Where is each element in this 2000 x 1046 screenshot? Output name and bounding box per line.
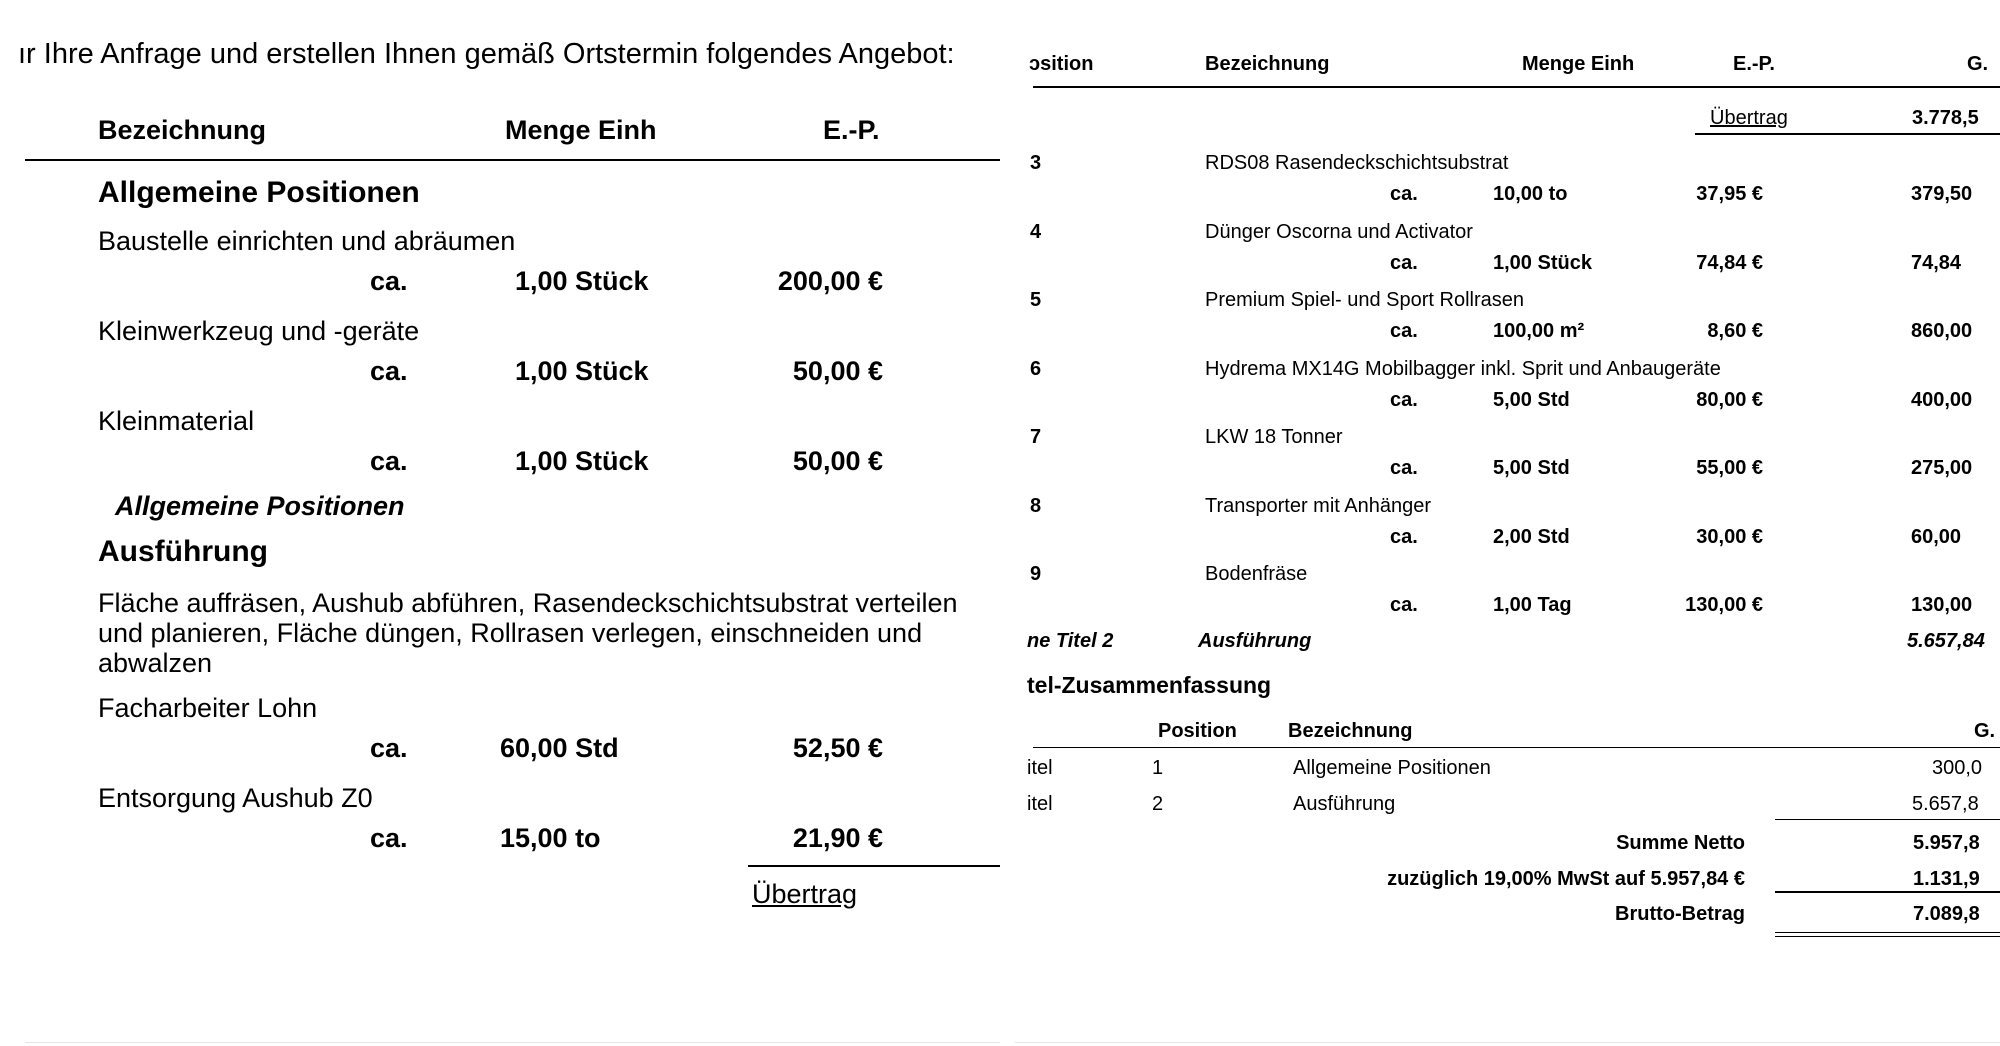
section-title-ausfuehrung: Ausführung: [98, 535, 268, 568]
position-gp: 400,00: [1911, 389, 1973, 411]
item-price: 200,00 €: [777, 266, 883, 296]
summary-row-titel: itel: [1027, 757, 1053, 779]
item-ca: ca.: [370, 733, 408, 763]
summary-row-titel: itel: [1027, 793, 1053, 815]
position-number: 4: [1030, 221, 1042, 243]
item-name: Entsorgung Aushub Z0: [98, 783, 373, 813]
position-gp: 74,84: [1911, 252, 1962, 274]
position-name: RDS08 Rasendeckschichtsubstrat: [1205, 152, 1509, 174]
position-qty: 2,00 Std: [1493, 526, 1570, 548]
position-qty: 1,00 Stück: [1493, 252, 1592, 274]
item-price: 50,00 €: [792, 356, 883, 386]
position-ep: 130,00 €: [1685, 594, 1763, 616]
section-subtotal-allgemeine: Allgemeine Positionen: [115, 491, 405, 521]
item-name: Kleinwerkzeug und -geräte: [98, 316, 420, 346]
uebertrag-label: Übertrag: [752, 879, 858, 909]
section-description-line: und planieren, Fläche düngen, Rollrasen verlegen, einschneiden und: [98, 618, 923, 648]
item-price: 50,00 €: [792, 446, 883, 476]
header-menge-einh: Menge Einh: [505, 115, 657, 145]
title-total-label: ne Titel 2: [1027, 630, 1114, 652]
uebertrag-rule: [748, 865, 1000, 867]
header-rule: [1033, 86, 2000, 88]
summary-row-pos: 1: [1152, 757, 1164, 779]
summary-row-name: Allgemeine Positionen: [1293, 757, 1491, 779]
position-ca: ca.: [1390, 594, 1418, 616]
summe-netto-value: 5.957,8: [1913, 832, 1980, 854]
position-name: LKW 18 Tonner: [1205, 426, 1343, 448]
position-number: 8: [1030, 495, 1042, 517]
summary-title: tel-Zusammenfassung: [1027, 672, 1272, 698]
position-qty: 5,00 Std: [1493, 457, 1570, 479]
position-ep: 80,00 €: [1696, 389, 1763, 411]
brutto-double-rule-top: [1775, 932, 2000, 933]
header-rule: [25, 159, 1000, 161]
position-ca: ca.: [1390, 389, 1418, 411]
position-name: Dünger Oscorna und Activator: [1205, 221, 1473, 243]
summary-header-position: Position: [1158, 720, 1237, 742]
summary-row-value: 300,0: [1932, 757, 1983, 779]
position-gp: 275,00: [1911, 457, 1973, 479]
brutto-value: 7.089,8: [1913, 903, 1980, 925]
summary-header-gp: G.: [1974, 720, 1996, 742]
item-qty: 15,00 to: [500, 823, 601, 853]
position-ep: 37,95 €: [1696, 183, 1763, 205]
position-number: 6: [1030, 358, 1042, 380]
position-ca: ca.: [1390, 252, 1418, 274]
header-bezeichnung: Bezeichnung: [1205, 53, 1330, 75]
position-number: 5: [1030, 289, 1042, 311]
summary-subtotal-rule: [1775, 819, 2000, 820]
section-title-allgemeine: Allgemeine Positionen: [98, 176, 420, 209]
position-ca: ca.: [1390, 457, 1418, 479]
item-price: 52,50 €: [792, 733, 883, 763]
uebertrag-value: 3.778,5: [1912, 107, 1979, 129]
section-description-line: Fläche auffräsen, Aushub abführen, Rasendeckschichtsubstrat verteilen: [98, 588, 958, 618]
position-number: 7: [1030, 426, 1042, 448]
item-name: Kleinmaterial: [98, 406, 255, 436]
position-gp: 379,50: [1911, 183, 1973, 205]
item-ca: ca.: [370, 446, 408, 476]
summe-netto-label: Summe Netto: [1616, 832, 1745, 854]
position-ep: 30,00 €: [1696, 526, 1763, 548]
position-qty: 5,00 Std: [1493, 389, 1570, 411]
item-price: 21,90 €: [792, 823, 883, 853]
position-qty: 1,00 Tag: [1493, 594, 1572, 616]
item-ca: ca.: [370, 356, 408, 386]
summary-header-bezeichnung: Bezeichnung: [1288, 720, 1413, 742]
uebertrag-rule: [1695, 133, 2000, 135]
item-ca: ca.: [370, 266, 408, 296]
intro-text: ır Ihre Anfrage und erstellen Ihnen gemäß Ortstermin folgendes Angebot:: [18, 38, 955, 70]
header-ep: E.-P.: [1733, 53, 1775, 75]
uebertrag-label: Übertrag: [1710, 107, 1788, 129]
position-gp: 60,00: [1911, 526, 1962, 548]
summary-row-value: 5.657,8: [1912, 793, 1979, 815]
position-ca: ca.: [1390, 183, 1418, 205]
page-bottom-rule: [1015, 1042, 2000, 1043]
header-ep: E.-P.: [823, 115, 880, 145]
title-total-name: Ausführung: [1198, 630, 1312, 652]
summary-row-pos: 2: [1152, 793, 1164, 815]
mwst-value: 1.131,9: [1913, 868, 1980, 890]
item-ca: ca.: [370, 823, 408, 853]
position-ca: ca.: [1390, 526, 1418, 548]
mwst-label: zuzüglich 19,00% MwSt auf 5.957,84 €: [1387, 868, 1745, 890]
position-name: Bodenfräse: [1205, 563, 1308, 585]
right-document-page: [1015, 0, 2000, 1046]
position-name: Transporter mit Anhänger: [1205, 495, 1432, 517]
position-ep: 74,84 €: [1696, 252, 1763, 274]
position-ep: 8,60 €: [1707, 320, 1763, 342]
page-bottom-rule: [25, 1042, 1000, 1043]
position-ca: ca.: [1390, 320, 1418, 342]
position-number: 9: [1030, 563, 1042, 585]
summary-header-rule: [1033, 747, 2000, 748]
summary-row-name: Ausführung: [1293, 793, 1396, 815]
item-qty: 1,00 Stück: [515, 446, 649, 476]
mwst-rule: [1775, 891, 2000, 893]
title-total-value: 5.657,84: [1907, 630, 1985, 652]
item-name: Facharbeiter Lohn: [98, 693, 318, 723]
item-qty: 1,00 Stück: [515, 266, 649, 296]
position-qty: 100,00 m²: [1493, 320, 1585, 342]
item-qty: 60,00 Std: [500, 733, 619, 763]
brutto-double-rule-bottom: [1775, 936, 2000, 937]
header-bezeichnung: Bezeichnung: [98, 115, 267, 145]
position-qty: 10,00 to: [1493, 183, 1568, 205]
position-ep: 55,00 €: [1696, 457, 1763, 479]
position-gp: 860,00: [1911, 320, 1973, 342]
header-menge-einh: Menge Einh: [1522, 53, 1635, 75]
position-name: Premium Spiel- und Sport Rollrasen: [1205, 289, 1525, 311]
item-qty: 1,00 Stück: [515, 356, 649, 386]
header-gp: G.: [1967, 53, 1989, 75]
section-description-line: abwalzen: [98, 648, 213, 678]
position-number: 3: [1030, 152, 1042, 174]
item-name: Baustelle einrichten und abräumen: [98, 226, 516, 256]
position-name: Hydrema MX14G Mobilbagger inkl. Sprit und Anbaugeräte: [1205, 358, 1721, 380]
header-position: ɔsition: [1029, 53, 1094, 75]
brutto-label: Brutto-Betrag: [1615, 903, 1745, 925]
position-gp: 130,00: [1911, 594, 1973, 616]
